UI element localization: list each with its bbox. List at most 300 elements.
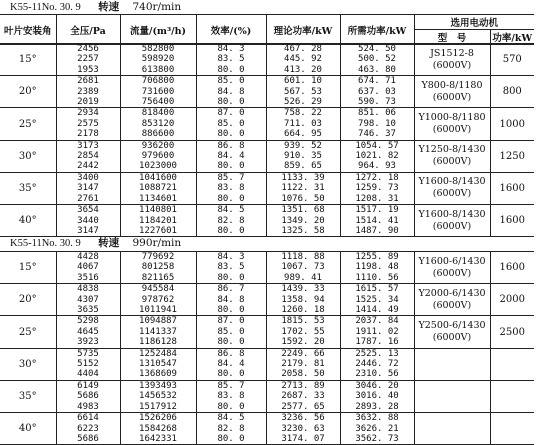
cell-value: 6223 [77, 423, 99, 434]
cell-value: 1439. 33 [281, 284, 325, 295]
cell-value: 1310547 [139, 359, 177, 370]
theory-power-values [266, 76, 340, 108]
cell-value: 80. 0 [217, 161, 245, 172]
cell-value: 939. 52 [284, 140, 322, 151]
required-power-values [340, 284, 414, 316]
required-power-values [340, 348, 414, 380]
motor-model [414, 380, 490, 412]
table-row [0, 316, 534, 348]
blade-angle: 30° [0, 348, 56, 380]
cell-value: 1642331 [139, 433, 177, 444]
flow-values [120, 348, 196, 380]
cell-value: 500. 52 [358, 54, 396, 65]
pressure-values [56, 205, 120, 237]
cell-value: 82. 8 [217, 215, 245, 226]
pressure-values [56, 108, 120, 140]
motor-power: 2000 [490, 284, 534, 316]
cell-value: 80. 0 [217, 305, 245, 316]
cell-value: 85. 0 [217, 118, 245, 129]
cell-value: 1514. 41 [355, 215, 399, 226]
cell-value: 1487. 90 [355, 225, 399, 236]
cell-value: 664. 95 [284, 129, 322, 140]
cell-value: 3016. 40 [355, 391, 399, 402]
cell-value: 1584268 [139, 423, 177, 434]
required-power-values [340, 140, 414, 172]
efficiency-values [196, 380, 266, 412]
cell-value: 2178 [77, 129, 99, 140]
cell-value: 3626. 21 [355, 423, 399, 434]
cell-value: 3516 [77, 272, 99, 283]
cell-value: 2249. 66 [281, 348, 325, 359]
cell-value: 706800 [141, 76, 175, 87]
table-row [0, 205, 534, 237]
cell-value: 1118. 88 [281, 252, 325, 262]
motor-power [490, 380, 534, 412]
motor-model [414, 76, 490, 108]
cell-value: 936200 [141, 140, 175, 151]
pressure-values [56, 413, 120, 445]
motor-voltage: (6000V) [432, 124, 472, 136]
table-row [0, 44, 534, 76]
required-power-values [340, 205, 414, 237]
cell-value: 731600 [141, 86, 175, 97]
efficiency-values [196, 76, 266, 108]
cell-value: 467. 28 [284, 44, 322, 54]
efficiency-values [196, 140, 266, 172]
motor-model [414, 205, 490, 237]
cell-value: 818400 [141, 108, 175, 119]
cell-value: 2058. 50 [281, 369, 325, 380]
required-power-values [340, 44, 414, 76]
cell-value: 3230. 63 [281, 423, 325, 434]
motor-power: 1600 [490, 172, 534, 204]
section-1-model: K55-11No. 30. 9 [10, 2, 81, 13]
header-efficiency: 效率/(%) [196, 15, 266, 45]
flow-values [120, 380, 196, 412]
motor-voltage: (6000V) [432, 267, 472, 279]
cell-value: 1592. 20 [281, 337, 325, 348]
motor-model [414, 348, 490, 380]
flow-values [120, 413, 196, 445]
cell-value: 1702. 55 [281, 326, 325, 337]
cell-value: 2525. 13 [355, 348, 399, 359]
cell-value: 859. 65 [284, 161, 322, 172]
cell-value: 85. 7 [217, 172, 245, 183]
cell-value: 1349. 20 [281, 215, 325, 226]
header-angle: 叶片安装角 [0, 15, 56, 45]
efficiency-values [196, 284, 266, 316]
cell-value: 590. 73 [358, 97, 396, 108]
cell-value: 83. 8 [217, 183, 245, 194]
motor-model [414, 140, 490, 172]
cell-value: 80. 0 [217, 129, 245, 140]
cell-value: 4404 [77, 369, 99, 380]
motor-model-name: JS1512-8 [430, 47, 474, 59]
efficiency-values [196, 348, 266, 380]
efficiency-values [196, 252, 266, 284]
cell-value: 4983 [77, 401, 99, 412]
cell-value: 1021. 82 [355, 151, 399, 162]
cell-value: 1227601 [139, 225, 177, 236]
efficiency-values [196, 316, 266, 348]
theory-power-values [266, 172, 340, 204]
flow-values [120, 316, 196, 348]
cell-value: 5686 [77, 433, 99, 444]
cell-value: 613800 [141, 64, 175, 75]
cell-value: 1088721 [139, 183, 177, 194]
pressure-values [56, 348, 120, 380]
pressure-values [56, 172, 120, 204]
motor-model [414, 316, 490, 348]
theory-power-values [266, 380, 340, 412]
cell-value: 3923 [77, 337, 99, 348]
cell-value: 80. 0 [217, 225, 245, 236]
cell-value: 1787. 16 [355, 337, 399, 348]
cell-value: 84. 5 [217, 413, 245, 424]
cell-value: 1368609 [139, 369, 177, 380]
cell-value: 445. 92 [284, 54, 322, 65]
cell-value: 1393493 [139, 380, 177, 391]
cell-value: 6614 [77, 413, 99, 424]
required-power-values [340, 252, 414, 284]
cell-value: 2577. 65 [281, 401, 325, 412]
motor-voltage: (6000V) [432, 332, 472, 344]
header-motor: 选用电动机 [414, 15, 534, 30]
cell-value: 1094887 [139, 316, 177, 327]
motor-voltage: (6000V) [432, 59, 472, 71]
section-1-title [10, 1, 181, 14]
motor-model-name: Y1600-6/1430 [418, 255, 486, 267]
flow-values [120, 140, 196, 172]
cell-value: 798. 10 [358, 118, 396, 129]
cell-value: 1517. 19 [355, 205, 399, 216]
cell-value: 2687. 33 [281, 391, 325, 402]
motor-model-name: Y2000-6/1430 [418, 287, 486, 299]
table-row [0, 284, 534, 316]
cell-value: 1272. 18 [355, 172, 399, 183]
motor-model [414, 108, 490, 140]
efficiency-values [196, 108, 266, 140]
cell-value: 80. 0 [217, 272, 245, 283]
cell-value: 1351. 68 [281, 205, 325, 216]
cell-value: 80. 0 [217, 64, 245, 75]
blade-angle: 25° [0, 316, 56, 348]
cell-value: 1184201 [139, 215, 177, 226]
cell-value: 2179. 81 [281, 359, 325, 370]
motor-power: 1600 [490, 205, 534, 237]
cell-value: 1023000 [139, 161, 177, 172]
cell-value: 87. 0 [217, 316, 245, 327]
table-row [0, 413, 534, 445]
cell-value: 4428 [77, 252, 99, 262]
cell-value: 756400 [141, 97, 175, 108]
cell-value: 3046. 20 [355, 380, 399, 391]
motor-model-name: Y2500-6/1430 [418, 320, 486, 332]
cell-value: 84. 4 [217, 359, 245, 370]
cell-value: 80. 0 [217, 193, 245, 204]
cell-value: 964. 93 [358, 161, 396, 172]
motor-model-name: Y1000-8/1180 [418, 112, 486, 124]
flow-values [120, 108, 196, 140]
header-flow: 流量/(m³/h) [120, 15, 196, 45]
cell-value: 86. 7 [217, 284, 245, 295]
theory-power-values [266, 348, 340, 380]
cell-value: 1325. 58 [281, 225, 325, 236]
cell-value: 85. 7 [217, 380, 245, 391]
cell-value: 1911. 02 [355, 326, 399, 337]
motor-power: 1250 [490, 140, 534, 172]
motor-model-name: Y1250-8/1430 [418, 144, 486, 156]
cell-value: 3635 [77, 305, 99, 316]
section-1-table [0, 43, 534, 237]
required-power-values [340, 380, 414, 412]
theory-power-values [266, 205, 340, 237]
cell-value: 1133. 39 [281, 172, 325, 183]
section-1-speed: 740r/min [132, 1, 182, 13]
pressure-values [56, 380, 120, 412]
cell-value: 2019 [77, 97, 99, 108]
cell-value: 1615. 57 [355, 284, 399, 295]
motor-model [414, 413, 490, 445]
header-theory-power: 理论功率/kW [266, 15, 340, 45]
table-row [0, 348, 534, 380]
cell-value: 1526206 [139, 413, 177, 424]
cell-value: 3632. 88 [355, 413, 399, 424]
cell-value: 2037. 84 [355, 316, 399, 327]
motor-power: 800 [490, 76, 534, 108]
cell-value: 989. 41 [284, 272, 322, 283]
cell-value: 5686 [77, 391, 99, 402]
cell-value: 1358. 94 [281, 294, 325, 305]
table-row [0, 252, 534, 284]
motor-model [414, 284, 490, 316]
motor-voltage: (6000V) [432, 188, 472, 200]
cell-value: 601. 10 [284, 76, 322, 87]
cell-value: 3400 [77, 172, 99, 183]
cell-value: 84. 3 [217, 252, 245, 262]
cell-value: 853120 [141, 118, 175, 129]
cell-value: 524. 50 [358, 44, 396, 54]
pressure-values [56, 252, 120, 284]
cell-value: 711. 03 [284, 118, 322, 129]
efficiency-values [196, 172, 266, 204]
cell-value: 85. 0 [217, 326, 245, 337]
cell-value: 1067. 73 [281, 262, 325, 273]
cell-value: 2761 [77, 193, 99, 204]
cell-value: 526. 29 [284, 97, 322, 108]
cell-value: 1122. 31 [281, 183, 325, 194]
cell-value: 1525. 34 [355, 294, 399, 305]
required-power-values [340, 316, 414, 348]
blade-angle: 40° [0, 205, 56, 237]
cell-value: 1140801 [139, 205, 177, 216]
cell-value: 1076. 50 [281, 193, 325, 204]
cell-value: 2893. 28 [355, 401, 399, 412]
section-2-speed-label: 转速 [98, 237, 120, 249]
cell-value: 978762 [141, 294, 175, 305]
theory-power-values [266, 316, 340, 348]
cell-value: 2389 [77, 86, 99, 97]
cell-value: 2681 [77, 76, 99, 87]
cell-value: 4067 [77, 262, 99, 273]
cell-value: 1134601 [139, 193, 177, 204]
cell-value: 1252484 [139, 348, 177, 359]
cell-value: 1186128 [139, 337, 177, 348]
cell-value: 3147 [77, 225, 99, 236]
cell-value: 598920 [141, 54, 175, 65]
motor-voltage: (6000V) [432, 220, 472, 232]
blade-angle: 15° [0, 252, 56, 284]
flow-values [120, 252, 196, 284]
flow-values [120, 76, 196, 108]
cell-value: 637. 03 [358, 86, 396, 97]
cell-value: 4645 [77, 326, 99, 337]
motor-power: 2500 [490, 316, 534, 348]
cell-value: 582800 [141, 44, 175, 54]
motor-model [414, 172, 490, 204]
cell-value: 1141337 [139, 326, 177, 337]
cell-value: 80. 0 [217, 401, 245, 412]
cell-value: 979600 [141, 151, 175, 162]
cell-value: 886600 [141, 129, 175, 140]
cell-value: 1259. 73 [355, 183, 399, 194]
cell-value: 779692 [141, 252, 175, 262]
theory-power-values [266, 44, 340, 76]
table-row [0, 76, 534, 108]
cell-value: 86. 8 [217, 140, 245, 151]
motor-power [490, 348, 534, 380]
cell-value: 3147 [77, 183, 99, 194]
cell-value: 1255. 89 [355, 252, 399, 262]
header-required-power: 所需功率/kW [340, 15, 414, 45]
blade-angle: 40° [0, 413, 56, 445]
cell-value: 5298 [77, 316, 99, 327]
motor-power: 1600 [490, 252, 534, 284]
cell-value: 746. 37 [358, 129, 396, 140]
cell-value: 2446. 72 [355, 359, 399, 370]
cell-value: 84. 8 [217, 86, 245, 97]
cell-value: 4838 [77, 284, 99, 295]
cell-value: 3654 [77, 205, 99, 216]
motor-power: 1000 [490, 108, 534, 140]
cell-value: 567. 53 [284, 86, 322, 97]
cell-value: 3174. 07 [281, 433, 325, 444]
required-power-values [340, 76, 414, 108]
blade-angle: 20° [0, 76, 56, 108]
efficiency-values [196, 44, 266, 76]
cell-value: 1041600 [139, 172, 177, 183]
cell-value: 84. 4 [217, 151, 245, 162]
cell-value: 5735 [77, 348, 99, 359]
cell-value: 674. 71 [358, 76, 396, 87]
cell-value: 1110. 56 [355, 272, 399, 283]
cell-value: 80. 0 [217, 337, 245, 348]
flow-values [120, 284, 196, 316]
cell-value: 2310. 56 [355, 369, 399, 380]
theory-power-values [266, 413, 340, 445]
flow-values [120, 205, 196, 237]
cell-value: 945584 [141, 284, 175, 295]
cell-value: 2713. 89 [281, 380, 325, 391]
cell-value: 413. 20 [284, 64, 322, 75]
efficiency-values [196, 205, 266, 237]
motor-model-name: Y1600-8/1430 [418, 176, 486, 188]
cell-value: 83. 5 [217, 54, 245, 65]
cell-value: 85. 0 [217, 76, 245, 87]
theory-power-values [266, 140, 340, 172]
required-power-values [340, 413, 414, 445]
pressure-values [56, 140, 120, 172]
cell-value: 1198. 48 [355, 262, 399, 273]
blade-angle: 35° [0, 172, 56, 204]
cell-value: 801258 [141, 262, 175, 273]
cell-value: 2456 [77, 44, 99, 54]
table-header [0, 14, 534, 45]
table-row [0, 172, 534, 204]
cell-value: 2257 [77, 54, 99, 65]
motor-model [414, 44, 490, 76]
cell-value: 84. 8 [217, 294, 245, 305]
cell-value: 84. 5 [217, 205, 245, 216]
header-motor-power: 功率/kW [490, 30, 534, 45]
theory-power-values [266, 284, 340, 316]
cell-value: 3236. 56 [281, 413, 325, 424]
cell-value: 4307 [77, 294, 99, 305]
section-1-speed-label: 转速 [98, 1, 120, 13]
blade-angle: 35° [0, 380, 56, 412]
cell-value: 80. 0 [217, 97, 245, 108]
pressure-values [56, 284, 120, 316]
motor-voltage: (6000V) [432, 91, 472, 103]
cell-value: 1456532 [139, 391, 177, 402]
cell-value: 1953 [77, 64, 99, 75]
cell-value: 910. 35 [284, 151, 322, 162]
cell-value: 83. 8 [217, 391, 245, 402]
motor-voltage: (6000V) [432, 299, 472, 311]
motor-voltage: (6000V) [432, 156, 472, 168]
blade-angle: 20° [0, 284, 56, 316]
cell-value: 821165 [141, 272, 175, 283]
motor-model-name: Y800-8/1180 [421, 79, 483, 91]
cell-value: 87. 0 [217, 108, 245, 119]
flow-values [120, 172, 196, 204]
motor-model-name: Y1600-8/1430 [418, 208, 486, 220]
cell-value: 758. 22 [284, 108, 322, 119]
cell-value: 3440 [77, 215, 99, 226]
cell-value: 6149 [77, 380, 99, 391]
flow-values [120, 44, 196, 76]
cell-value: 2442 [77, 161, 99, 172]
cell-value: 851. 06 [358, 108, 396, 119]
cell-value: 463. 80 [358, 64, 396, 75]
header-motor-type: 型 号 [414, 30, 490, 45]
table-row [0, 140, 534, 172]
pressure-values [56, 76, 120, 108]
cell-value: 3562. 73 [355, 433, 399, 444]
blade-angle: 15° [0, 44, 56, 76]
cell-value: 2854 [77, 151, 99, 162]
efficiency-values [196, 413, 266, 445]
cell-value: 80. 0 [217, 433, 245, 444]
cell-value: 1414. 49 [355, 305, 399, 316]
cell-value: 1260. 18 [281, 305, 325, 316]
section-2-table [0, 251, 534, 445]
table-row [0, 380, 534, 412]
blade-angle: 30° [0, 140, 56, 172]
cell-value: 2575 [77, 118, 99, 129]
cell-value: 1815. 53 [281, 316, 325, 327]
section-2-speed: 990r/min [132, 237, 182, 249]
